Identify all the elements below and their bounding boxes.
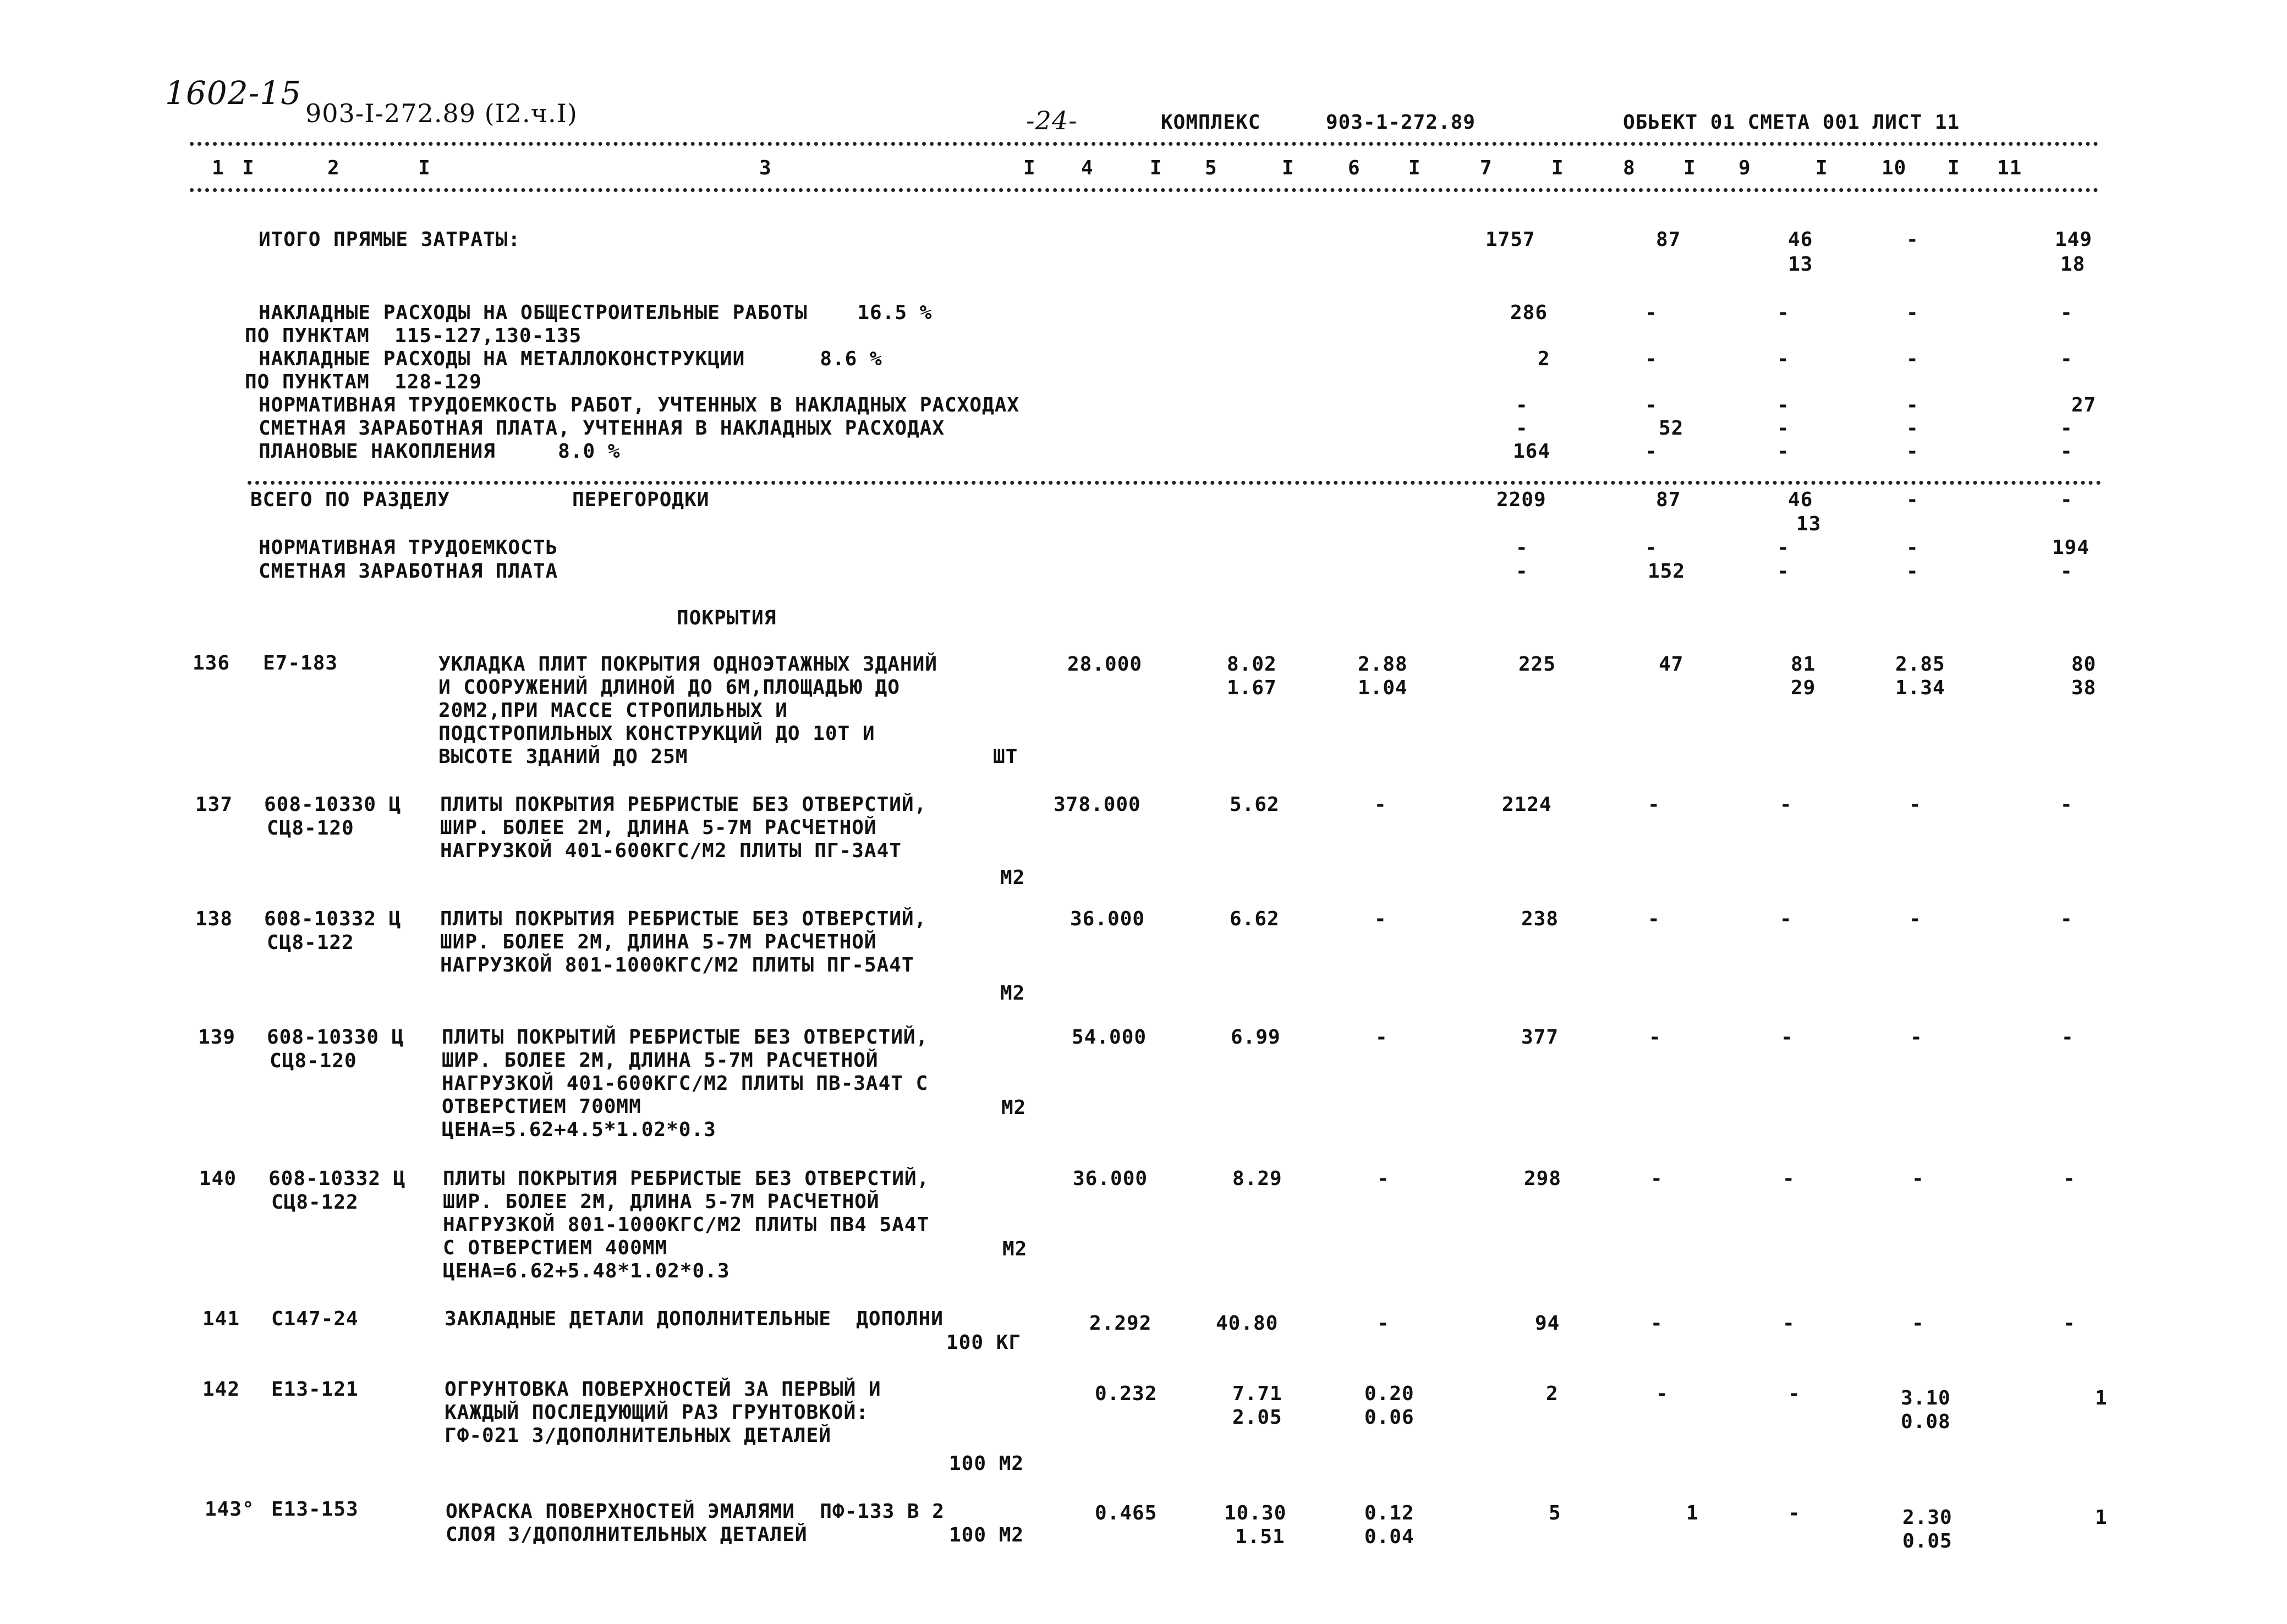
handwritten-number: 1602-15 <box>165 74 302 112</box>
item-no: 143° <box>205 1498 255 1521</box>
desc-line: НАГРУЗКОЙ 801-1000КГС/М2 ПЛИТЫ ПВ4 5А4Т <box>443 1214 930 1236</box>
value-c8: 52 <box>1659 417 1684 440</box>
item-code2: СЦ8-120 <box>267 817 354 840</box>
value-c7: - <box>1516 536 1528 559</box>
value-c6: - <box>1374 793 1387 816</box>
value-c8: 87 <box>1656 228 1681 251</box>
value-c5b: 2.05 <box>1232 1406 1282 1429</box>
value-c7: 1757 <box>1485 228 1535 251</box>
desc-line: КАЖДЫЙ ПОСЛЕДУЮЩИЙ РАЗ ГРУНТОВКОЙ: <box>445 1401 869 1424</box>
item-code2: СЦ8-120 <box>270 1050 357 1072</box>
value-c10: 2.85 <box>1895 653 1945 676</box>
value-c5: 6.62 <box>1230 908 1280 930</box>
col-sep: I <box>1150 157 1162 179</box>
wage-label: СМЕТНАЯ ЗАРАБОТНАЯ ПЛАТА <box>259 560 558 583</box>
item-code: Е13-121 <box>271 1378 359 1401</box>
value-c6: 0.20 <box>1364 1382 1414 1405</box>
value-c8: - <box>1645 440 1658 463</box>
value-c8: - <box>1649 1026 1661 1049</box>
value-c7: 2 <box>1538 348 1550 370</box>
item-unit: 100 М2 <box>949 1524 1024 1546</box>
value-c7: 238 <box>1521 908 1559 930</box>
value-c10: - <box>1906 301 1919 324</box>
col-sep: I <box>1816 157 1828 179</box>
value-c10: - <box>1912 1167 1924 1190</box>
value-c9b: 13 <box>1796 513 1822 535</box>
value-c11b: 38 <box>2071 677 2097 699</box>
value-c6: 2.88 <box>1358 653 1408 676</box>
desc-line: ПЛИТЫ ПОКРЫТИЯ РЕБРИСТЫЕ БЕЗ ОТВЕРСТИЙ, <box>443 1167 930 1190</box>
value-c10: 2.30 <box>1902 1506 1953 1529</box>
col-sep: I <box>418 157 431 179</box>
value-c9: - <box>1777 348 1790 370</box>
value-c11: 194 <box>2052 536 2090 559</box>
value-c8: 152 <box>1648 560 1686 583</box>
value-c8: - <box>1650 1167 1663 1190</box>
value-c8: - <box>1645 536 1658 559</box>
item-qty: 378.000 <box>1054 793 1141 816</box>
norm-labor-label: НОРМАТИВНАЯ ТРУДОЕМКОСТЬ <box>259 536 558 559</box>
desc-line: ОКРАСКА ПОВЕРХНОСТЕЙ ЭМАЛЯМИ ПФ-133 В 2 <box>446 1500 945 1523</box>
value-c9: 46 <box>1788 228 1813 251</box>
value-c9: - <box>1788 1382 1801 1405</box>
item-qty: 2.292 <box>1089 1312 1152 1335</box>
page-number: -24- <box>1026 106 1078 135</box>
col-num: 3 <box>759 157 772 179</box>
value-c11: - <box>2060 793 2073 816</box>
value-c9: - <box>1783 1167 1795 1190</box>
col-num: 5 <box>1205 157 1217 179</box>
col-num: 1 <box>212 157 224 179</box>
item-description <box>442 1026 928 1142</box>
value-c9b: 29 <box>1791 677 1816 699</box>
value-c10: - <box>1909 908 1922 930</box>
value-c9: - <box>1777 560 1790 583</box>
value-c6b: 1.04 <box>1358 677 1408 699</box>
item-no: 141 <box>202 1308 240 1330</box>
value-c10: - <box>1906 417 1919 440</box>
value-c8: 1 <box>1686 1502 1699 1524</box>
value-c10: - <box>1906 228 1919 251</box>
value-c10: - <box>1910 1026 1923 1049</box>
col-sep: I <box>1551 157 1564 179</box>
value-c7: 94 <box>1535 1312 1560 1335</box>
value-c6: - <box>1374 908 1387 930</box>
desc-line: НАГРУЗКОЙ 801-1000КГС/М2 ПЛИТЫ ПГ-5А4Т <box>440 954 914 976</box>
desc-line: И СООРУЖЕНИЙ ДЛИНОЙ ДО 6М,ПЛОЩАДЬЮ ДО <box>438 676 900 699</box>
item-unit: М2 <box>1000 982 1025 1005</box>
desc-line: ПОДСТРОПИЛЬНЫХ КОНСТРУКЦИЙ ДО 10Т И <box>438 722 875 745</box>
item-code2: СЦ8-122 <box>271 1191 359 1214</box>
section-total-label: ВСЕГО ПО РАЗДЕЛУ <box>250 489 450 511</box>
value-c10b: 0.05 <box>1902 1530 1953 1552</box>
value-c8: - <box>1656 1382 1669 1405</box>
desc-line: ШИР. БОЛЕЕ 2М, ДЛИНА 5-7М РАСЧЕТНОЙ <box>442 1049 879 1072</box>
value-c5: 8.29 <box>1232 1167 1282 1190</box>
col-sep: I <box>1683 157 1696 179</box>
header-rule-top <box>190 142 2099 146</box>
section-total-name: ПЕРЕГОРОДКИ <box>572 489 710 511</box>
desc-line: СЛОЯ З/ДОПОЛНИТЕЛЬНЫХ ДЕТАЛЕЙ <box>446 1523 808 1546</box>
summary-label: ПЛАНОВЫЕ НАКОПЛЕНИЯ 8.0 % <box>259 440 621 463</box>
value-c10: - <box>1906 348 1919 370</box>
value-c6b: 0.06 <box>1364 1406 1414 1429</box>
value-c8: - <box>1650 1312 1663 1335</box>
document-code: 903-I-272.89 (I2.ч.I) <box>305 98 578 128</box>
value-c10: - <box>1909 793 1922 816</box>
col-num: 11 <box>1997 157 2022 179</box>
item-qty: 54.000 <box>1072 1026 1147 1049</box>
item-no: 136 <box>193 652 231 674</box>
value-c6: 0.12 <box>1364 1502 1414 1524</box>
item-code: С147-24 <box>271 1308 359 1330</box>
value-c10: - <box>1906 536 1919 559</box>
item-description <box>445 1378 881 1447</box>
item-description <box>446 1500 945 1546</box>
col-sep: I <box>1282 157 1295 179</box>
section-title: ПОКРЫТИЯ <box>677 607 777 629</box>
item-no: 138 <box>195 908 233 930</box>
summary-label: СМЕТНАЯ ЗАРАБОТНАЯ ПЛАТА, УЧТЕННАЯ В НАКЛАДНЫХ РАСХОДАХ <box>259 417 945 440</box>
value-c7: 286 <box>1510 301 1548 324</box>
item-qty: 36.000 <box>1070 908 1145 930</box>
item-qty: 36.000 <box>1073 1167 1148 1190</box>
desc-line: НАГРУЗКОЙ 401-600КГС/М2 ПЛИТЫ ПВ-3А4Т С <box>442 1072 929 1095</box>
col-num: 6 <box>1348 157 1361 179</box>
value-c9: - <box>1780 793 1792 816</box>
item-description <box>440 793 926 863</box>
item-unit: М2 <box>1002 1238 1028 1260</box>
value-c11: - <box>2060 301 2073 324</box>
object-info: ОБЬЕКТ 01 СМЕТА 001 ЛИСТ 11 <box>1623 111 1960 134</box>
value-c7: 2124 <box>1502 793 1552 816</box>
value-c6: - <box>1375 1026 1388 1049</box>
value-c9: - <box>1777 301 1790 324</box>
value-c9: - <box>1781 1026 1794 1049</box>
summary-label: НАКЛАДНЫЕ РАСХОДЫ НА ОБЩЕСТРОИТЕЛЬНЫЕ РАБОТЫ 16.5 % <box>259 301 933 324</box>
value-c11: 1 <box>2095 1387 2108 1409</box>
value-c7: 2209 <box>1496 489 1546 511</box>
desc-line: ЗАКЛАДНЫЕ ДЕТАЛИ ДОПОЛНИТЕЛЬНЫЕ ДОПОЛНИ <box>445 1308 944 1330</box>
value-c9: - <box>1783 1312 1795 1335</box>
col-sep: I <box>1948 157 1960 179</box>
value-c8: - <box>1645 301 1658 324</box>
value-c8: - <box>1648 908 1660 930</box>
item-qty: 28.000 <box>1067 653 1143 676</box>
value-c10: 3.10 <box>1901 1387 1951 1409</box>
summary-items: ПО ПУНКТАМ 128-129 <box>245 371 482 393</box>
value-c5: 6.99 <box>1231 1026 1281 1049</box>
value-c11b: 18 <box>2060 253 2086 276</box>
desc-line: НАГРУЗКОЙ 401-600КГС/М2 ПЛИТЫ ПГ-3А4Т <box>440 840 902 862</box>
value-c6: - <box>1377 1167 1390 1190</box>
item-unit: М2 <box>1000 866 1025 889</box>
item-code: Е7-183 <box>263 652 338 674</box>
desc-line: ПЛИТЫ ПОКРЫТИЯ РЕБРИСТЫЕ БЕЗ ОТВЕРСТИЙ, <box>440 793 927 816</box>
value-c9: - <box>1788 1502 1801 1524</box>
desc-line: ВЫСОТЕ ЗДАНИЙ ДО 25М <box>438 745 688 768</box>
value-c6: - <box>1377 1312 1390 1335</box>
item-qty: 0.465 <box>1095 1502 1158 1524</box>
value-c11: - <box>2060 560 2073 583</box>
item-code: Е13-153 <box>271 1498 359 1521</box>
value-c9: - <box>1777 440 1790 463</box>
desc-line: ПЛИТЫ ПОКРЫТИЯ РЕБРИСТЫЕ БЕЗ ОТВЕРСТИЙ, <box>440 908 927 930</box>
value-c11: 149 <box>2055 228 2093 251</box>
item-no: 139 <box>198 1026 236 1049</box>
summary-label: ИТОГО ПРЯМЫЕ ЗАТРАТЫ: <box>259 228 521 251</box>
col-num: 9 <box>1738 157 1751 179</box>
item-unit: ШТ <box>993 745 1018 768</box>
desc-line: ШИР. БОЛЕЕ 2М, ДЛИНА 5-7М РАСЧЕТНОЙ <box>440 816 877 839</box>
value-c8: - <box>1645 348 1658 370</box>
item-qty: 0.232 <box>1095 1382 1158 1405</box>
value-c10: - <box>1912 1312 1924 1335</box>
value-c8: - <box>1645 394 1658 416</box>
value-c8: - <box>1648 793 1660 816</box>
item-unit: М2 <box>1001 1096 1027 1119</box>
item-no: 137 <box>195 793 233 816</box>
complex-code: 903-1-272.89 <box>1326 111 1476 134</box>
value-c7: 164 <box>1513 440 1551 463</box>
value-c11: - <box>2063 1167 2076 1190</box>
desc-line: ОГРУНТОВКА ПОВЕРХНОСТЕЙ ЗА ПЕРВЫЙ И <box>445 1378 881 1401</box>
value-c9b: 13 <box>1788 253 1813 276</box>
value-c10b: 1.34 <box>1895 677 1945 699</box>
desc-line: ЦЕНА=5.62+4.5*1.02*0.3 <box>442 1118 716 1141</box>
desc-line: 20М2,ПРИ МАССЕ СТРОПИЛЬНЫХ И <box>438 699 788 722</box>
value-c7: - <box>1516 394 1528 416</box>
value-c5: 40.80 <box>1216 1312 1279 1335</box>
value-c5: 8.02 <box>1227 653 1277 676</box>
value-c7: 298 <box>1524 1167 1562 1190</box>
item-description <box>440 908 926 977</box>
value-c5b: 1.51 <box>1235 1526 1285 1548</box>
value-c11: - <box>2060 348 2073 370</box>
header-rule-bottom <box>190 188 2099 192</box>
value-c10: - <box>1906 440 1919 463</box>
summary-label: НОРМАТИВНАЯ ТРУДОЕМКОСТЬ РАБОТ, УЧТЕННЫХ В НАКЛАДНЫХ РАСХОДАХ <box>259 394 1020 416</box>
value-c9: - <box>1777 536 1790 559</box>
col-sep: I <box>1408 157 1421 179</box>
value-c5b: 1.67 <box>1227 677 1277 699</box>
desc-line: ОТВЕРСТИЕМ 700ММ <box>442 1095 641 1118</box>
value-c7: 5 <box>1549 1502 1561 1524</box>
col-sep: I <box>1023 157 1036 179</box>
item-unit: 100 М2 <box>949 1452 1024 1475</box>
value-c7: - <box>1516 560 1528 583</box>
col-num: 2 <box>327 157 340 179</box>
col-num: 8 <box>1623 157 1636 179</box>
item-no: 140 <box>199 1167 237 1190</box>
item-code: 608-10332 Ц <box>268 1167 406 1190</box>
value-c9: 81 <box>1791 653 1816 676</box>
value-c11: - <box>2063 1312 2076 1335</box>
value-c7: 2 <box>1546 1382 1559 1405</box>
value-c11: - <box>2060 489 2073 511</box>
value-c11: - <box>2060 417 2073 440</box>
section-total-rule <box>248 481 2102 485</box>
desc-line: ШИР. БОЛЕЕ 2М, ДЛИНА 5-7М РАСЧЕТНОЙ <box>443 1190 880 1213</box>
item-code: 608-10332 Ц <box>264 908 402 930</box>
value-c7: 225 <box>1518 653 1556 676</box>
value-c11: - <box>2060 440 2073 463</box>
value-c11: 80 <box>2071 653 2097 676</box>
col-num: 7 <box>1480 157 1493 179</box>
value-c6b: 0.04 <box>1364 1526 1414 1548</box>
value-c9: - <box>1780 908 1792 930</box>
desc-line: ПЛИТЫ ПОКРЫТИЙ РЕБРИСТЫЕ БЕЗ ОТВЕРСТИЙ, <box>442 1026 929 1049</box>
desc-line: УКЛАДКА ПЛИТ ПОКРЫТИЯ ОДНОЭТАЖНЫХ ЗДАНИЙ <box>438 653 937 676</box>
item-description <box>438 653 937 769</box>
value-c11: - <box>2061 1026 2074 1049</box>
value-c10: - <box>1906 489 1919 511</box>
value-c10b: 0.08 <box>1901 1411 1951 1433</box>
item-code2: СЦ8-122 <box>267 931 354 954</box>
desc-line: С ОТВЕРСТИЕМ 400ММ <box>443 1237 668 1259</box>
item-code: 608-10330 Ц <box>267 1026 404 1049</box>
value-c5: 7.71 <box>1232 1382 1282 1405</box>
value-c5: 5.62 <box>1230 793 1280 816</box>
item-unit: 100 КГ <box>946 1331 1022 1354</box>
value-c7: 377 <box>1521 1026 1559 1049</box>
value-c11: 27 <box>2071 394 2097 416</box>
item-description <box>443 1167 929 1283</box>
item-code: 608-10330 Ц <box>264 793 402 816</box>
value-c7: - <box>1516 417 1528 440</box>
value-c9: 46 <box>1788 489 1813 511</box>
value-c10: - <box>1906 394 1919 416</box>
value-c11: 1 <box>2095 1506 2108 1529</box>
desc-line: ЦЕНА=6.62+5.48*1.02*0.3 <box>443 1260 730 1282</box>
item-no: 142 <box>202 1378 240 1401</box>
complex-label: КОМПЛЕКС <box>1161 111 1261 134</box>
value-c8: 87 <box>1656 489 1681 511</box>
value-c10: - <box>1906 560 1919 583</box>
col-num: 4 <box>1081 157 1094 179</box>
value-c5: 10.30 <box>1224 1502 1287 1524</box>
summary-label: НАКЛАДНЫЕ РАСХОДЫ НА МЕТАЛЛОКОНСТРУКЦИИ 8.6 % <box>259 348 882 370</box>
value-c8: 47 <box>1659 653 1684 676</box>
value-c9: - <box>1777 417 1790 440</box>
item-description <box>445 1308 944 1331</box>
desc-line: ШИР. БОЛЕЕ 2М, ДЛИНА 5-7М РАСЧЕТНОЙ <box>440 931 877 953</box>
col-num: 10 <box>1882 157 1907 179</box>
value-c9: - <box>1777 394 1790 416</box>
value-c11: - <box>2060 908 2073 930</box>
desc-line: ГФ-021 З/ДОПОЛНИТЕЛЬНЫХ ДЕТАЛЕЙ <box>445 1424 831 1447</box>
summary-items: ПО ПУНКТАМ 115-127,130-135 <box>245 325 582 347</box>
col-sep: I <box>242 157 255 179</box>
